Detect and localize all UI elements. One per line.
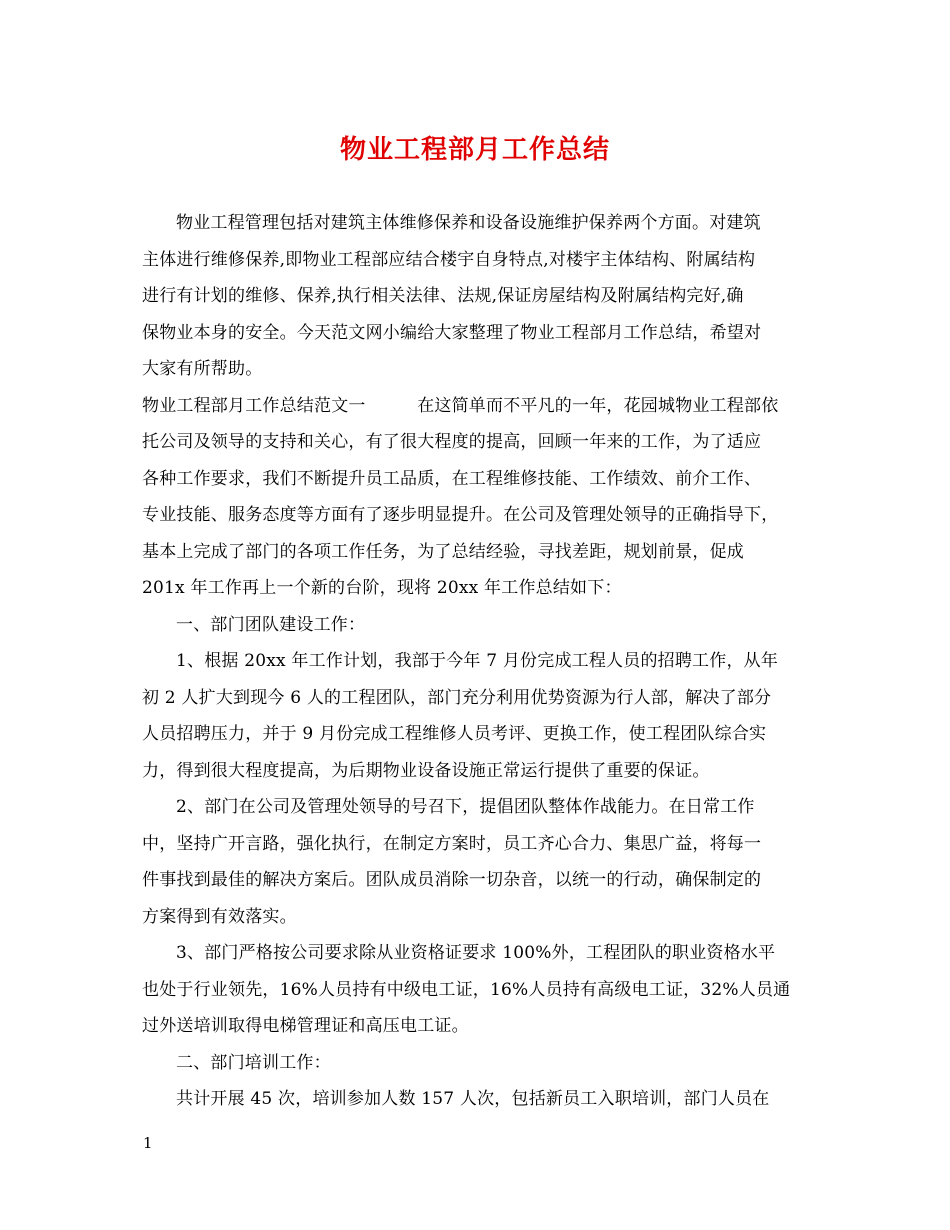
body-line: 一、部门团队建设工作： [176, 614, 366, 635]
page-number: 1 [143, 1134, 153, 1152]
body-line: 托公司及领导的支持和关心，有了很大程度的提高，回顾一年来的工作，为了适应 [142, 432, 762, 452]
body-line: 大家有所帮助。 [142, 359, 263, 379]
body-line: 保物业本身的安全。今天范文网小编给大家整理了物业工程部月工作总结，希望对 [142, 322, 762, 343]
body-line: 二、部门培训工作： [176, 1052, 331, 1073]
body-line: 方案得到有效落实。 [142, 906, 297, 927]
document-body [142, 205, 822, 1118]
body-line: 力，得到很大程度提高，为后期物业设备设施正常运行提供了重要的保证。 [142, 760, 710, 781]
body-line: 人员招聘压力，并于 9 月份完成工程维修人员考评、更换工作，使工程团队综合实 [142, 724, 767, 744]
body-line: 1、根据 20xx 年工作计划，我部于今年 7 月份完成工程人员的招聘工作，从年 [176, 651, 779, 671]
body-line: 物业工程管理包括对建筑主体维修保养和设备设施维护保养两个方面。对建筑 [176, 213, 761, 233]
body-line: 共计开展 45 次，培训参加人数 157 人次，包括新员工入职培训，部门人员在 [176, 1089, 770, 1109]
document-title: 物业工程部月工作总结 [339, 135, 610, 165]
body-line: 201x 年工作再上一个新的台阶，现将 20xx 年工作总结如下： [142, 578, 622, 598]
body-line: 主体进行维修保养,即物业工程部应结合楼宇自身特点,对楼宇主体结构、附属结构 [142, 249, 756, 270]
body-line: 2、部门在公司及管理处领导的号召下，提倡团队整体作战能力。在日常工作 [176, 797, 755, 817]
body-line: 基本上完成了部门的各项工作任务，为了总结经验，寻找差距，规划前景，促成 [142, 541, 744, 562]
body-line: 中，坚持广开言路，强化执行，在制定方案时，员工齐心合力、集思广益，将每一 [142, 833, 762, 854]
body-line: 3、部门严格按公司要求除从业资格证要求 100%外，工程团队的职业资格水平 [176, 943, 776, 963]
body-line: 过外送培训取得电梯管理证和高压电工证。 [142, 1016, 469, 1036]
body-line: 专业技能、服务态度等方面有了逐步明显提升。在公司及管理处领导的正确指导下， [142, 505, 779, 525]
body-line: 件事找到最佳的解决方案后。团队成员消除一切杂音，以统一的行动，确保制定的 [142, 870, 762, 890]
body-line: 进行有计划的维修、保养,执行相关法律、法规,保证房屋结构及附属结构完好,确 [142, 286, 744, 306]
body-line: 物业工程部月工作总结范文一 在这简单而不平凡的一年，花园城物业工程部依 [142, 395, 779, 416]
body-line: 初 2 人扩大到现今 6 人的工程团队，部门充分利用优势资源为行人部，解决了部分 [142, 687, 772, 708]
body-line: 也处于行业领先，16%人员持有中级电工证，16%人员持有高级电工证，32%人员通 [142, 979, 791, 1000]
body-line: 各种工作要求，我们不断提升员工品质，在工程维修技能、工作绩效、前介工作、 [142, 468, 762, 489]
